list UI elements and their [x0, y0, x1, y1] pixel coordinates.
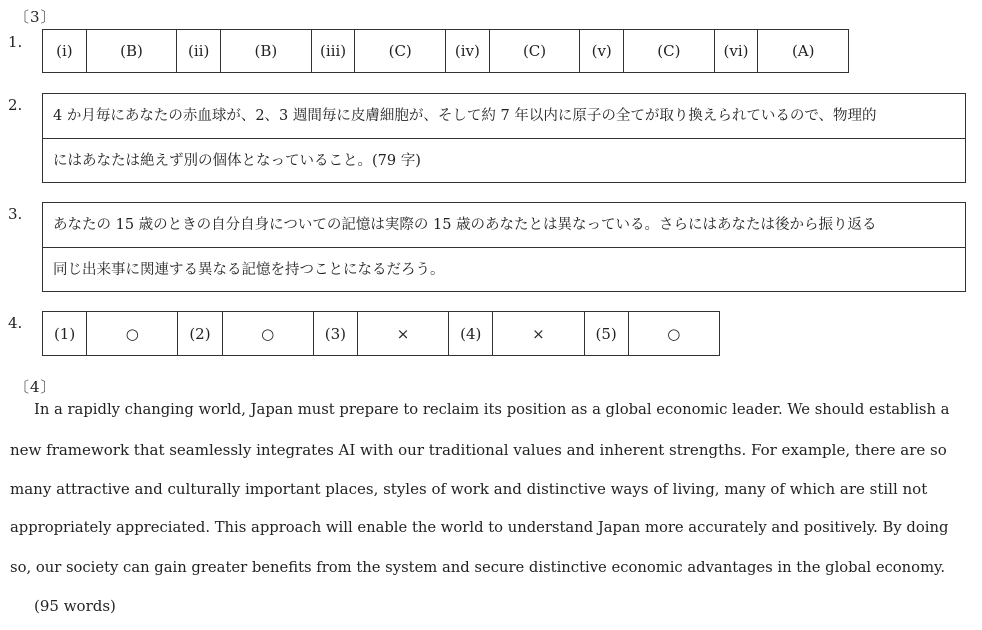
essay-line-4: appropriately appreciated. This approach will enable the world to understand Japan more accurately and positively. By doing — [10, 519, 949, 536]
q2-answer-line-1: 4 か月毎にあなたの赤血球が、2、3 週間毎に皮膚細胞が、そして約 7 年以内に原子の全てが取り換えられているので、物理的 — [53, 108, 877, 124]
q4-label-2: (2) — [178, 312, 222, 356]
q4-label-1: (1) — [43, 312, 87, 356]
q3-answer-line-2: 同じ出来事に関連する異なる記憶を持つことになるだろう。 — [43, 247, 965, 292]
q3-answer-line-1: あなたの 15 歳のときの自分自身についての記憶は実際の 15 歳のあなたとは異なっている。さらにはあなたは後から振り返る — [53, 217, 877, 233]
essay-word-count: (95 words) — [34, 597, 116, 615]
section-4-heading: 〔4〕 — [14, 378, 57, 396]
question-3-answer-box — [42, 202, 966, 292]
q1-answer-1: (B) — [86, 30, 176, 73]
q4-answer-4: × — [493, 312, 584, 356]
section-3-heading: 〔3〕 — [14, 8, 57, 26]
essay-line-3: many attractive and culturally important places, styles of work and distinctive ways of living, many of which are still not — [10, 480, 928, 498]
q1-label-6: (ⅵ) — [714, 30, 758, 73]
q1-answer-3: (C) — [355, 30, 445, 73]
question-4-number: 4. — [8, 314, 23, 332]
question-1-number: 1. — [8, 33, 23, 51]
q1-label-3: (ⅲ) — [311, 30, 355, 73]
question-4-answer-table — [42, 311, 720, 356]
q4-answer-3: × — [357, 312, 448, 356]
q4-label-3: (3) — [313, 312, 357, 356]
q4-answer-1: ○ — [87, 312, 178, 356]
q1-label-5: (ⅴ) — [580, 30, 624, 73]
question-1-answer-table — [42, 29, 849, 73]
essay-line-2: new framework that seamlessly integrates AI with our traditional values and inherent strengths. For example, there are so — [10, 441, 947, 459]
q1-label-4: (ⅳ) — [445, 30, 489, 73]
q1-label-1: (ⅰ) — [43, 30, 87, 73]
q2-answer-line-2: にはあなたは絶えず別の個体となっていること。(79 字) — [43, 138, 965, 183]
q4-label-5: (5) — [584, 312, 628, 356]
q1-answer-5: (C) — [624, 30, 714, 73]
q1-answer-2: (B) — [221, 30, 311, 73]
question-2-answer-box — [42, 93, 966, 183]
q1-answer-4: (C) — [489, 30, 579, 73]
essay-line-1: In a rapidly changing world, Japan must prepare to reclaim its position as a global economic leader. We should establish a — [34, 401, 950, 418]
q1-label-2: (ⅱ) — [177, 30, 221, 73]
q4-label-4: (4) — [449, 312, 493, 356]
q4-answer-5: ○ — [628, 312, 719, 356]
q1-answer-6: (A) — [758, 30, 849, 73]
question-2-number: 2. — [8, 96, 23, 114]
essay-line-5: so, our society can gain greater benefits from the system and secure distinctive economic advantages in the global economy. — [10, 559, 946, 576]
question-3-number: 3. — [8, 205, 23, 223]
q4-answer-2: ○ — [222, 312, 313, 356]
